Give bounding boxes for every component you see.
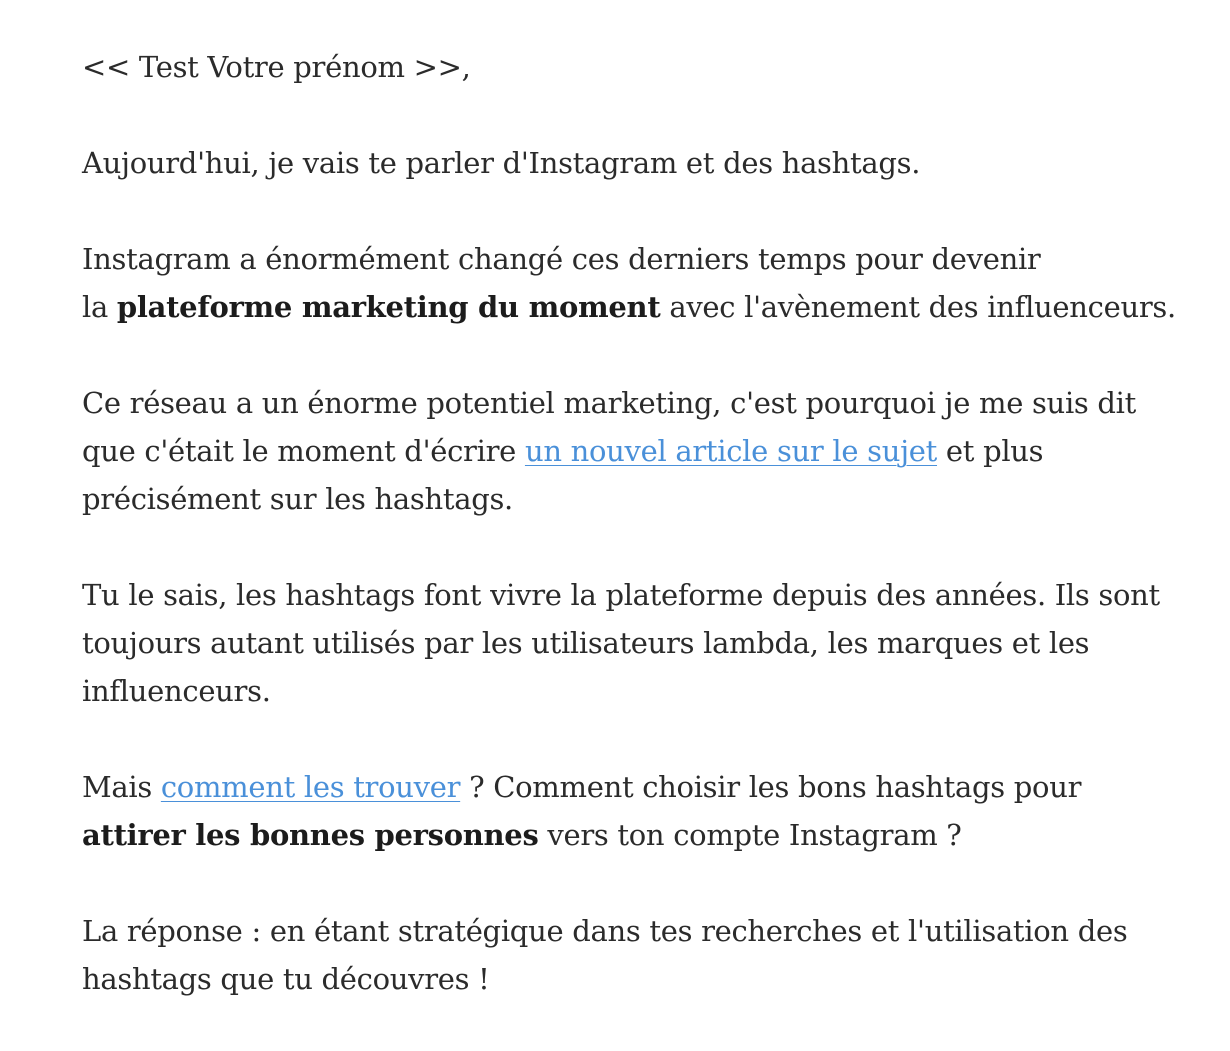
paragraph-answer	[82, 907, 1192, 1003]
paragraph-line	[82, 763, 1192, 811]
text-fragment: et plus	[937, 434, 1044, 468]
paragraph-hashtags-life	[82, 571, 1192, 715]
bold-text: attirer les bonnes personnes	[82, 818, 539, 852]
text-fragment: Mais	[82, 770, 161, 804]
article-link[interactable]: un nouvel article sur le sujet	[524, 434, 938, 468]
paragraph-line: Instagram a énormément changé ces derniers temps pour devenir	[82, 242, 1041, 276]
paragraph-line: influenceurs.	[82, 674, 271, 708]
paragraph-line: Ce réseau a un énorme potentiel marketing, c'est pourquoi je me suis dit	[82, 386, 1137, 420]
greeting	[82, 43, 1192, 91]
paragraph-line	[82, 283, 1192, 331]
email-body	[82, 43, 1192, 1051]
find-hashtags-link[interactable]: comment les trouver	[160, 770, 461, 804]
greeting-text: << Test Votre prénom >>,	[82, 50, 471, 84]
paragraph-line	[82, 811, 1192, 859]
text-fragment: la	[82, 290, 117, 324]
paragraph-line: La réponse : en étant stratégique dans tes recherches et l'utilisation des	[82, 914, 1128, 948]
paragraph-intro-text: Aujourd'hui, je vais te parler d'Instagram et des hashtags.	[82, 146, 921, 180]
text-fragment: avec l'avènement des influenceurs.	[660, 290, 1176, 324]
paragraph-line: Tu le sais, les hashtags font vivre la plateforme depuis des années. Ils sont	[82, 578, 1160, 612]
text-fragment: vers ton compte Instagram ?	[538, 818, 962, 852]
paragraph-line: hashtags que tu découvres !	[82, 962, 490, 996]
paragraph-article	[82, 379, 1192, 523]
text-fragment: que c'était le moment d'écrire	[82, 434, 525, 468]
bold-text: plateforme marketing du moment	[116, 290, 661, 324]
paragraph-line: précisément sur les hashtags.	[82, 482, 513, 516]
paragraph-instagram-change	[82, 235, 1192, 331]
text-fragment: ? Comment choisir les bons hashtags pour	[460, 770, 1082, 804]
paragraph-line	[82, 427, 1192, 475]
paragraph-intro	[82, 139, 1192, 187]
paragraph-line: toujours autant utilisés par les utilisateurs lambda, les marques et les	[82, 626, 1090, 660]
paragraph-question	[82, 763, 1192, 859]
